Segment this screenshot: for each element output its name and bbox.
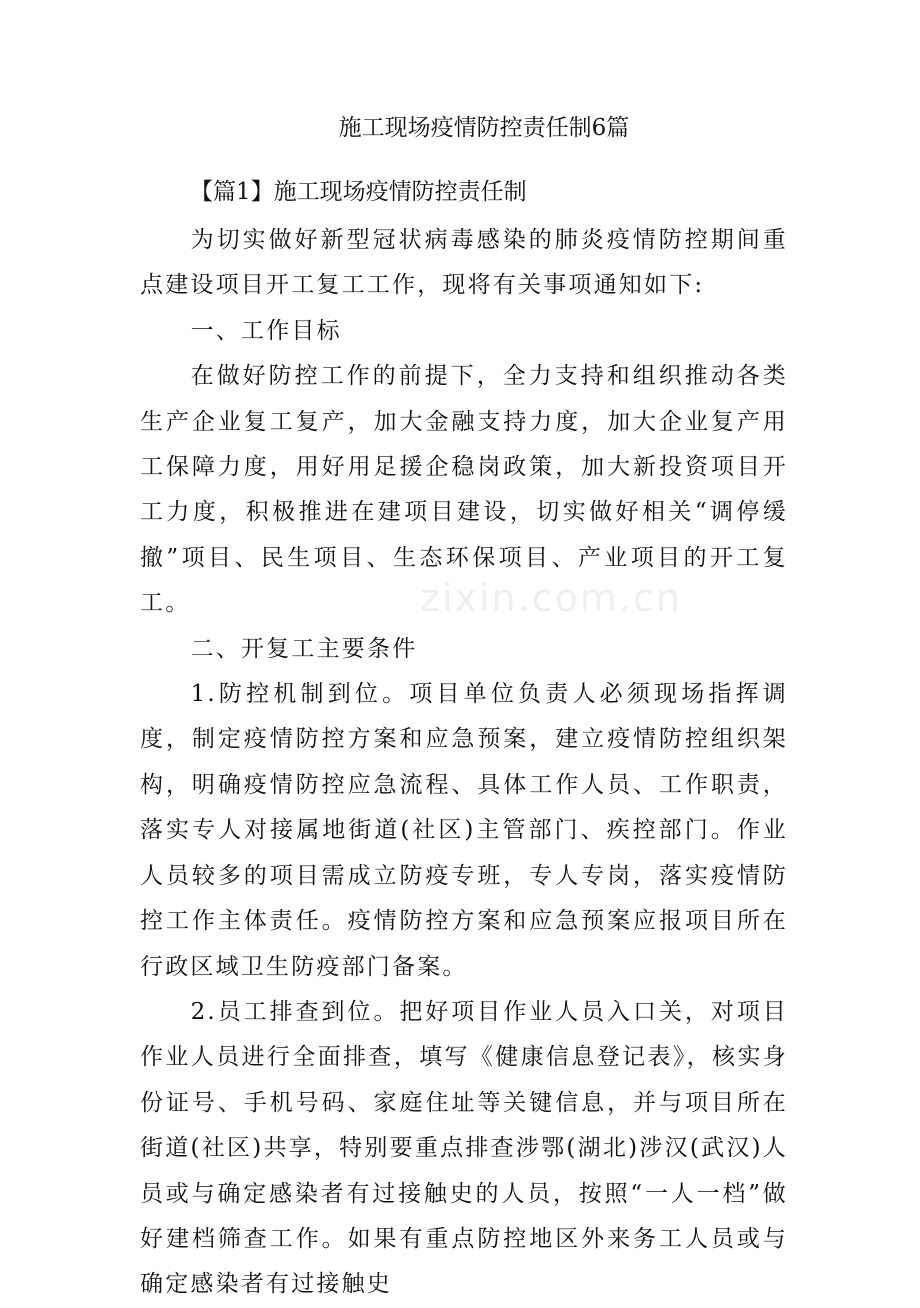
document-body xyxy=(140,218,788,1308)
paragraph-work-goal: 在做好防控工作的前提下，全力支持和组织推动各类生产企业复工复产，加大金融支持力度，加大企业复产用工保障力度，用好用足援企稳岗政策，加大新投资项目开工力度，积极推进在建项目建设，切实做好相关“调停缓撤”项目、民生项目、生态环保项目、产业项目的开工复工。 xyxy=(140,363,788,617)
watermark: zixin.com.cn xyxy=(420,576,682,620)
heading-conditions: 二、开复工主要条件 xyxy=(190,635,418,662)
document-title: 施工现场疫情防控责任制6篇 xyxy=(338,115,630,141)
paragraph-condition-1: 1.防控机制到位。项目单位负责人必须现场指挥调度，制定疫情防控方案和应急预案，建立疫情防控组织架构，明确疫情防控应急流程、具体工作人员、工作职责，落实专人对接属地街道(社区)主管部门、疾控部门。作业人员较多的项目需成立防疫专班，专人专岗，落实疫情防控工作主体责任。疫情防控方案和应急预案应报项目所在行政区域卫生防疫部门备案。 xyxy=(140,681,788,980)
paragraph-condition-2: 2.员工排查到位。把好项目作业人员入口关，对项目作业人员进行全面排查，填写《健康信息登记表》，核实身份证号、手机号码、家庭住址等关键信息，并与项目所在街道(社区)共享，特别要重点排查涉鄂(湖北)涉汉(武汉)人员或与确定感染者有过接触史的人员，按照“一人一档”做好建档筛查工作。如果有重点防控地区外来务工人员或与确定感染者有过接触史 xyxy=(140,998,788,1298)
paragraph-intro: 为切实做好新型冠状病毒感染的肺炎疫情防控期间重点建设项目开工复工工作，现将有关事项通知如下: xyxy=(140,227,788,299)
heading-work-goal: 一、工作目标 xyxy=(190,317,342,344)
section-heading: 【篇1】施工现场疫情防控责任制 xyxy=(190,179,527,205)
